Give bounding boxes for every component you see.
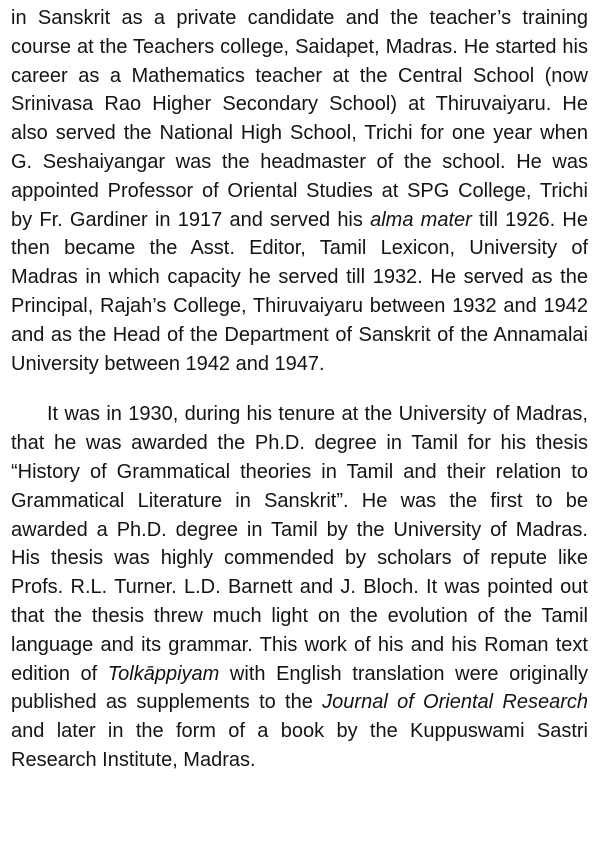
text-span: till 1926. He then became the Asst. Editor, Tamil Lexicon, University of Madras in which capacity he served till 1932. He served as the Principal, Rajah’s College, Thiruvaiyaru between 1932 and 1942 and as the Head of the Department of Sanskrit of the Annamalai University between 1942 and 1947. <box>11 208 588 375</box>
text-span: It was in 1930, during his tenure at the University of Madras, that he was awarded the Ph.D. degree in Tamil for his thesis “History of Grammatical theories in Tamil and their relation to Grammatical Literature in Sanskrit”. He was the first to be awarded a Ph.D. degree in Tamil by the University of Madras. His thesis was highly commended by scholars of repute like Profs. R.L. Turner. L.D. Barnett and J. Bloch. It was pointed out that the thesis threw much light on the evolution of the Tamil language and its grammar. This work of his and his Roman text edition of <box>11 403 588 685</box>
text-span: and later in the form of a book by the Kuppuswami Sastri Research Institute, Madras. <box>11 720 588 771</box>
italic-text-span: alma mater <box>370 208 472 231</box>
paragraph-phd-thesis <box>11 400 588 774</box>
italic-text-span: Journal of Oriental Research <box>322 691 588 714</box>
italic-text-span: Tolkāppiyam <box>107 662 220 685</box>
text-span: in Sanskrit as a private candidate and the teacher’s training course at the Teachers college, Saidapet, Madras. He started his career as a Mathematics teacher at the Central School (now Srinivasa Rao Higher Secondary School) at Thiruvaiyaru. He also served the National High School, Trichi for one year when G. Seshaiyangar was the headmaster of the school. He was appointed Professor of Oriental Studies at SPG College, Trichi by Fr. Gardiner in 1917 and served his <box>11 7 588 231</box>
text-span: with English translation were originally published as supplements to the <box>11 662 588 714</box>
paragraph-career <box>11 4 588 378</box>
